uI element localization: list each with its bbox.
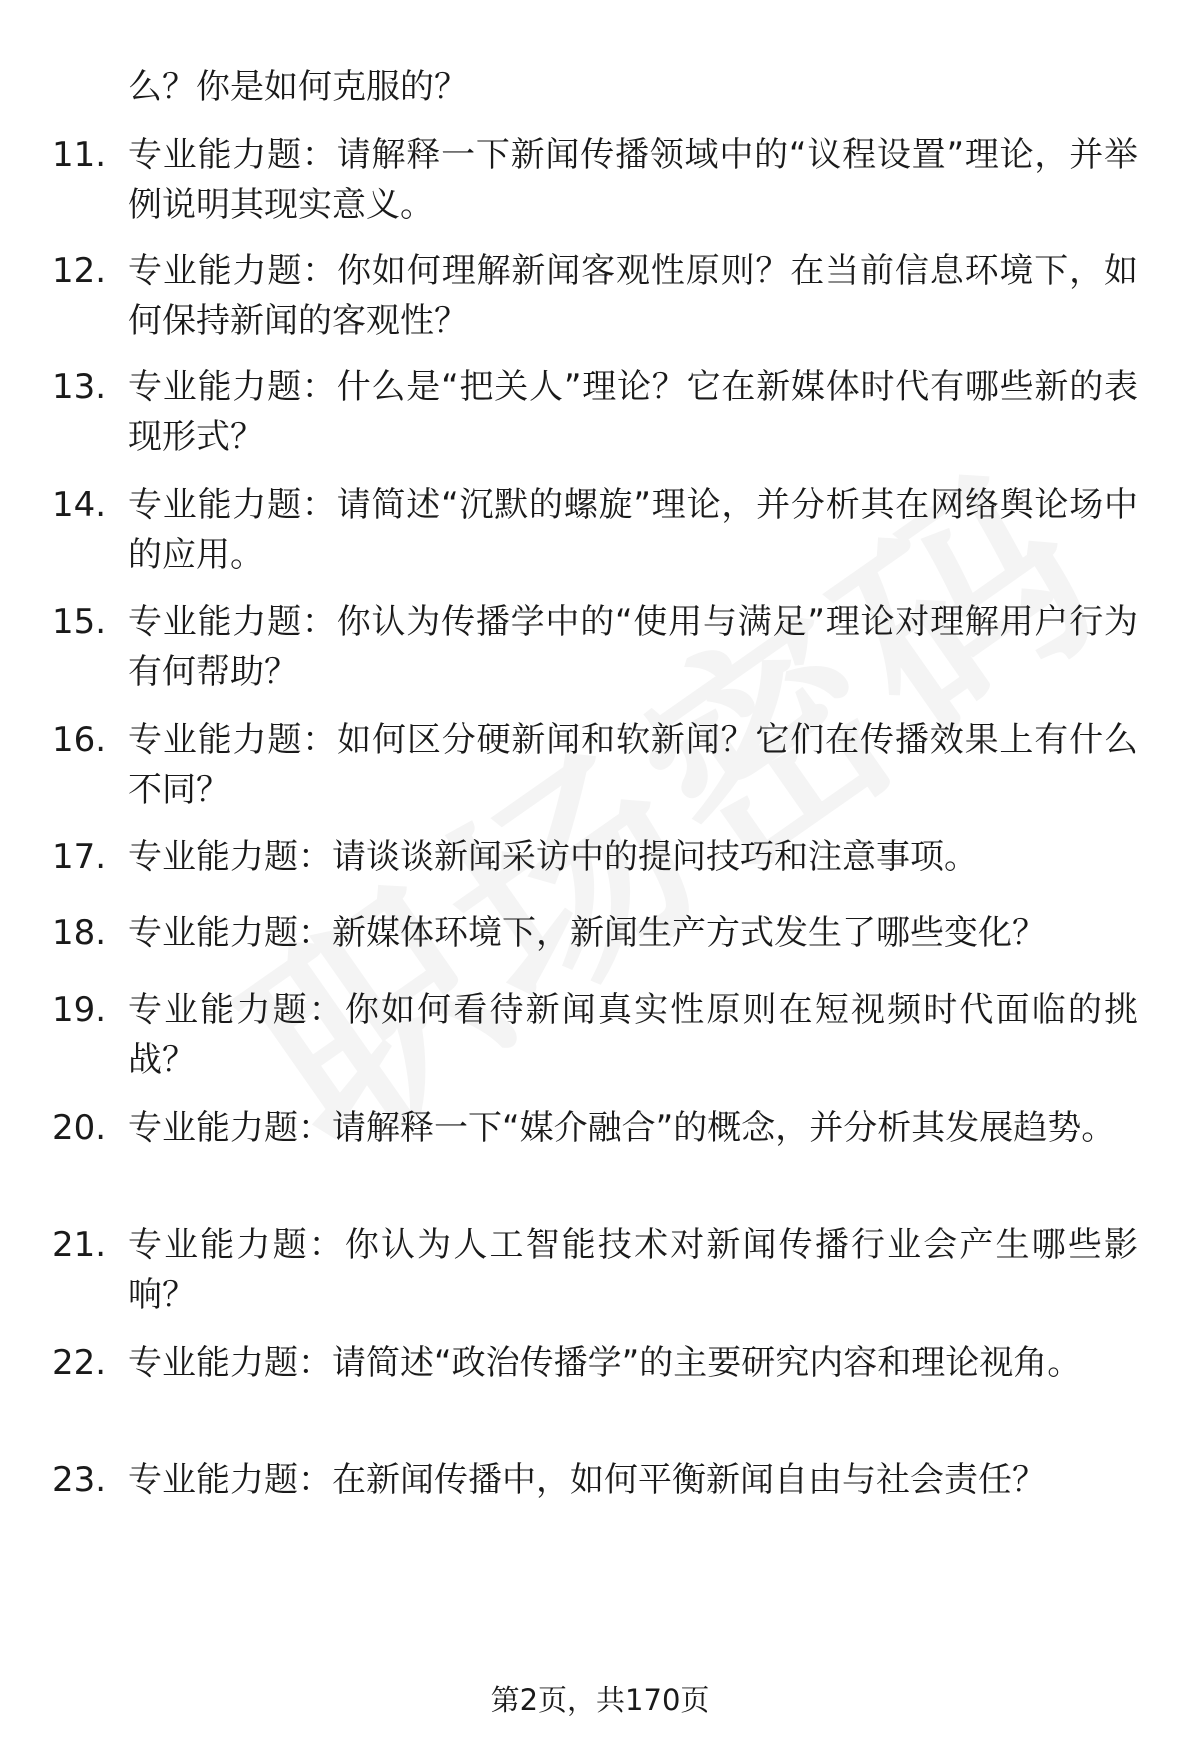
question-number: 23. [52, 1460, 107, 1500]
question-number: 13. [52, 367, 107, 407]
question-number: 17. [52, 837, 107, 877]
question-number: 18. [52, 913, 107, 953]
question-text: 专业能力题：你认为人工智能技术对新闻传播行业会产生哪些影响？ [128, 1225, 1138, 1315]
question-text: 专业能力题：新媒体环境下，新闻生产方式发生了哪些变化？ [128, 913, 1046, 953]
question-number: 11. [52, 135, 107, 175]
question-text: 专业能力题：请解释一下新闻传播领域中的“议程设置”理论，并举例说明其现实意义。 [128, 135, 1138, 225]
question-number: 21. [52, 1225, 107, 1265]
question-number: 16. [52, 720, 107, 760]
question-number: 15. [52, 602, 107, 642]
question-number: 12. [52, 251, 107, 291]
question-text: 专业能力题：请简述“政治传播学”的主要研究内容和理论视角。 [128, 1343, 1082, 1383]
question-text: 专业能力题：如何区分硬新闻和软新闻？它们在传播效果上有什么不同？ [128, 720, 1138, 810]
question-text: 专业能力题：请谈谈新闻采访中的提问技巧和注意事项。 [128, 837, 978, 877]
question-text: 专业能力题：你如何看待新闻真实性原则在短视频时代面临的挑战？ [128, 990, 1138, 1080]
question-number: 22. [52, 1343, 107, 1383]
question-text: 专业能力题：什么是“把关人”理论？它在新媒体时代有哪些新的表现形式？ [128, 367, 1138, 457]
question-text: 专业能力题：请解释一下“媒介融合”的概念，并分析其发展趋势。 [128, 1108, 1116, 1148]
page-footer: 第2页，共170页 [490, 1683, 710, 1717]
question-number: 20. [52, 1108, 107, 1148]
question-text: 专业能力题：在新闻传播中，如何平衡新闻自由与社会责任？ [128, 1460, 1046, 1500]
question-text: 专业能力题：你认为传播学中的“使用与满足”理论对理解用户行为有何帮助？ [128, 602, 1138, 692]
question-number: 19. [52, 990, 107, 1030]
question-text: 专业能力题：请简述“沉默的螺旋”理论，并分析其在网络舆论场中的应用。 [128, 485, 1138, 575]
question-text: 专业能力题：你如何理解新闻客观性原则？在当前信息环境下，如何保持新闻的客观性？ [128, 251, 1138, 341]
continuation-text: 么？你是如何克服的？ [128, 67, 468, 107]
question-number: 14. [52, 485, 107, 525]
